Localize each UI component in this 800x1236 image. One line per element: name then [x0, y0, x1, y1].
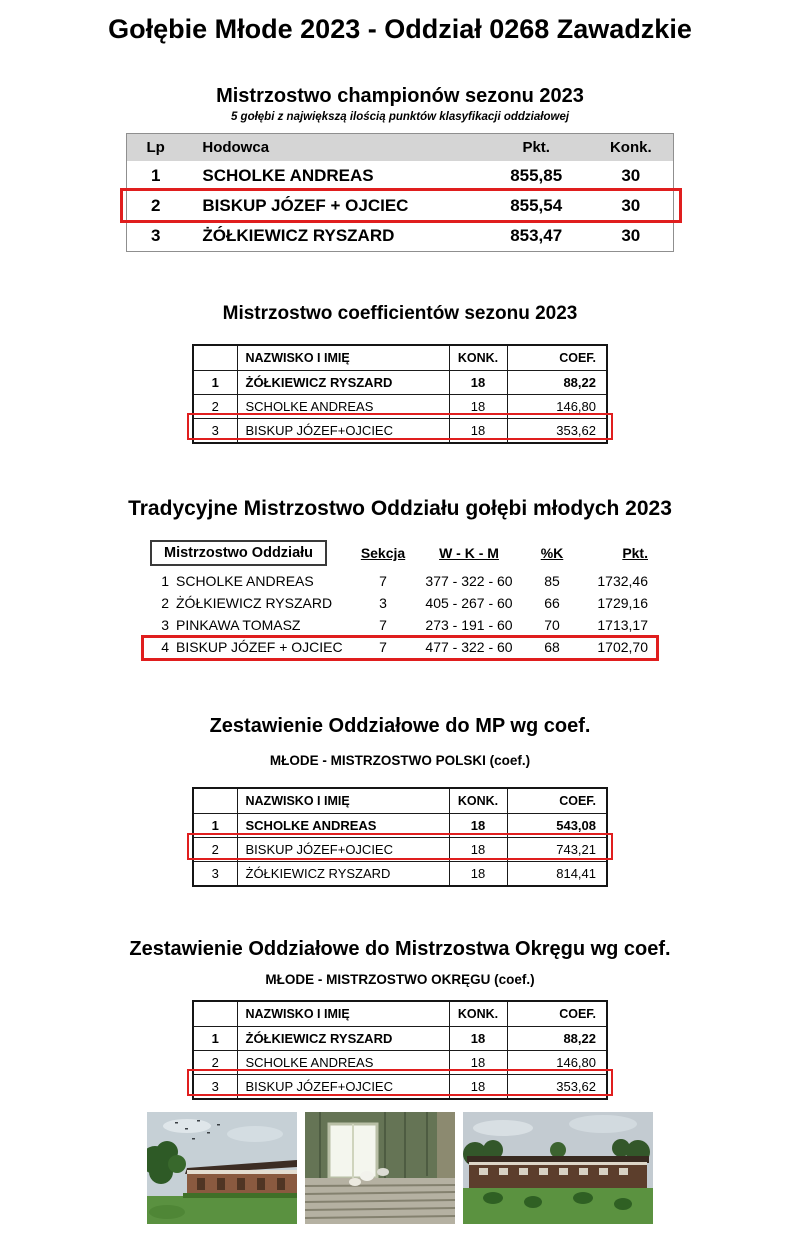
header-konk: Konk.: [589, 134, 674, 162]
cell-lp: 1: [161, 573, 169, 589]
cell-pk: 70: [544, 617, 560, 633]
header-name: NAZWISKO I IMIĘ: [237, 788, 449, 814]
table-header-row: [193, 1001, 607, 1027]
cell-pkt: 1732,46: [597, 573, 648, 589]
cell-pkt: 855,54: [510, 196, 563, 215]
header-empty: [193, 345, 237, 371]
header-lp: Lp: [127, 134, 185, 162]
cell-lp: 3: [193, 862, 237, 887]
cell-konk: 18: [449, 419, 507, 444]
cell-name: ŻÓŁKIEWICZ RYSZARD: [202, 226, 395, 245]
cell-coef: 353,62: [507, 419, 607, 444]
cell-pkt: 855,85: [510, 166, 563, 185]
club-header-box: Mistrzostwo Oddziału: [150, 540, 327, 566]
cell-sekcja: 3: [379, 595, 387, 611]
cell-name: BISKUP JÓZEF + OJCIEC: [202, 196, 409, 215]
table-row: [150, 592, 650, 614]
cell-lp: 1: [193, 371, 237, 395]
traditional-table-wrap: [150, 536, 650, 658]
cell-name: SCHOLKE ANDREAS: [237, 814, 449, 838]
cell-sekcja: 7: [379, 617, 387, 633]
cell-wkm: 477 - 322 - 60: [425, 639, 513, 655]
cell-konk: 18: [449, 814, 507, 838]
header-konk: KONK.: [449, 1001, 507, 1027]
cell-lp: 3: [150, 226, 161, 245]
cell-pkt: 1729,16: [597, 595, 648, 611]
cell-konk: 18: [449, 862, 507, 887]
mp-table: [192, 787, 608, 887]
mp-table-wrap: [192, 787, 608, 887]
cell-pk: 66: [544, 595, 560, 611]
champions-table: [126, 133, 674, 252]
cell-lp: 2: [150, 196, 161, 215]
cell-name: BISKUP JÓZEF+OJCIEC: [237, 1075, 449, 1100]
table-row: [150, 614, 650, 636]
cell-lp: 3: [193, 1075, 237, 1100]
cell-konk: 18: [449, 371, 507, 395]
cell-coef: 88,22: [507, 371, 607, 395]
okreg-section-subtitle: MŁODE - MISTRZOSTWO OKRĘGU (coef.): [265, 972, 535, 987]
cell-coef: 543,08: [507, 814, 607, 838]
table-row: [193, 1051, 607, 1075]
header-coef: COEF.: [507, 1001, 607, 1027]
coefficients-table: [192, 344, 608, 444]
cell-wkm: 377 - 322 - 60: [425, 573, 513, 589]
header-wkm: W - K - M: [439, 545, 499, 561]
cell-name: SCHOLKE ANDREAS: [202, 166, 374, 185]
cell-konk: 18: [449, 1051, 507, 1075]
cell-pkt: 1702,70: [597, 639, 648, 655]
cell-lp: 4: [161, 639, 169, 655]
table-row-highlighted: [193, 419, 607, 444]
cell-name: BISKUP JÓZEF+OJCIEC: [237, 419, 449, 444]
pigeon-loft-interior-photo: [305, 1112, 455, 1224]
header-name: NAZWISKO I IMIĘ: [237, 1001, 449, 1027]
table-row: [127, 161, 674, 191]
loft-exterior-wide-image: [463, 1112, 653, 1224]
coefficients-table-wrap: [192, 344, 608, 444]
traditional-section-title: Tradycyjne Mistrzostwo Oddziału gołębi młodych 2023: [128, 497, 672, 520]
table-header-row: [127, 134, 674, 162]
okreg-table: [192, 1000, 608, 1100]
header-name: Hodowca: [184, 134, 483, 162]
cell-name: BISKUP JÓZEF + OJCIEC: [176, 639, 343, 655]
cell-name: ŻÓŁKIEWICZ RYSZARD: [237, 862, 449, 887]
header-konk: KONK.: [449, 788, 507, 814]
table-row-highlighted: [127, 191, 674, 221]
cell-name: BISKUP JÓZEF+OJCIEC: [237, 838, 449, 862]
cell-pkt: 1713,17: [597, 617, 648, 633]
header-pkt: Pkt.: [484, 134, 589, 162]
cell-lp: 3: [193, 419, 237, 444]
mp-section-title: Zestawienie Oddziałowe do MP wg coef.: [209, 715, 591, 737]
loft-interior-image: [305, 1112, 455, 1224]
cell-coef: 743,21: [507, 838, 607, 862]
header-name: NAZWISKO I IMIĘ: [237, 345, 449, 371]
cell-pk: 85: [544, 573, 560, 589]
okreg-table-wrap: [192, 1000, 608, 1100]
cell-lp: 1: [150, 166, 161, 185]
header-coef: COEF.: [507, 345, 607, 371]
cell-lp: 2: [193, 838, 237, 862]
cell-lp: 2: [161, 595, 169, 611]
header-sekcja: Sekcja: [360, 545, 406, 561]
table-row: [193, 395, 607, 419]
champions-table-wrap: [126, 133, 674, 252]
cell-konk: 18: [449, 1075, 507, 1100]
cell-sekcja: 7: [379, 573, 387, 589]
table-row-highlighted: [150, 636, 650, 658]
traditional-table: [150, 536, 650, 658]
cell-name: PINKAWA TOMASZ: [176, 617, 301, 633]
cell-coef: 814,41: [507, 862, 607, 887]
cell-sekcja: 7: [379, 639, 387, 655]
table-row: [193, 814, 607, 838]
cell-wkm: 405 - 267 - 60: [425, 595, 513, 611]
cell-konk: 30: [621, 226, 641, 245]
cell-lp: 2: [193, 395, 237, 419]
cell-coef: 146,80: [507, 395, 607, 419]
cell-lp: 1: [193, 814, 237, 838]
cell-wkm: 273 - 191 - 60: [425, 617, 513, 633]
header-club: [150, 536, 358, 570]
cell-coef: 146,80: [507, 1051, 607, 1075]
cell-konk: 30: [621, 166, 641, 185]
cell-name: ŻÓŁKIEWICZ RYSZARD: [237, 1027, 449, 1051]
table-row: [193, 371, 607, 395]
table-header-row: [150, 536, 650, 570]
cell-pk: 68: [544, 639, 560, 655]
cell-name: ŻÓŁKIEWICZ RYSZARD: [176, 595, 333, 611]
cell-lp: 2: [193, 1051, 237, 1075]
cell-name: ŻÓŁKIEWICZ RYSZARD: [237, 371, 449, 395]
table-row: [193, 862, 607, 887]
cell-name: SCHOLKE ANDREAS: [176, 573, 314, 589]
cell-name: SCHOLKE ANDREAS: [237, 1051, 449, 1075]
pigeon-loft-exterior-photo-2: [463, 1112, 653, 1224]
table-header-row: [193, 345, 607, 371]
champions-section-title: Mistrzostwo championów sezonu 2023: [216, 85, 584, 107]
champions-section-subtitle: 5 gołębi z największą ilością punktów klasyfikacji oddziałowej: [230, 111, 570, 123]
page-title: Gołębie Młode 2023 - Oddział 0268 Zawadzkie: [108, 14, 692, 44]
cell-konk: 18: [449, 395, 507, 419]
table-row: [127, 221, 674, 252]
cell-coef: 88,22: [507, 1027, 607, 1051]
header-pk: %K: [540, 545, 564, 561]
photo-strip: [0, 1112, 800, 1224]
pigeon-loft-exterior-photo-1: [147, 1112, 297, 1224]
table-header-row: [193, 788, 607, 814]
header-pkt: Pkt.: [622, 545, 648, 561]
cell-konk: 18: [449, 1027, 507, 1051]
header-konk: KONK.: [449, 345, 507, 371]
cell-pkt: 853,47: [510, 226, 563, 245]
cell-konk: 18: [449, 838, 507, 862]
loft-exterior-image: [147, 1112, 297, 1224]
header-coef: COEF.: [507, 788, 607, 814]
cell-coef: 353,62: [507, 1075, 607, 1100]
mp-section-subtitle: MŁODE - MISTRZOSTWO POLSKI (coef.): [269, 753, 531, 768]
coefficients-section-title: Mistrzostwo coefficientów sezonu 2023: [222, 303, 578, 324]
cell-lp: 3: [161, 617, 169, 633]
cell-konk: 30: [621, 196, 641, 215]
table-row: [193, 1027, 607, 1051]
cell-lp: 1: [193, 1027, 237, 1051]
header-empty: [193, 1001, 237, 1027]
cell-name: SCHOLKE ANDREAS: [237, 395, 449, 419]
header-empty: [193, 788, 237, 814]
table-row-highlighted: [193, 1075, 607, 1100]
okreg-section-title: Zestawienie Oddziałowe do Mistrzostwa Okręgu wg coef.: [129, 938, 671, 960]
table-row-highlighted: [193, 838, 607, 862]
table-row: [150, 570, 650, 592]
